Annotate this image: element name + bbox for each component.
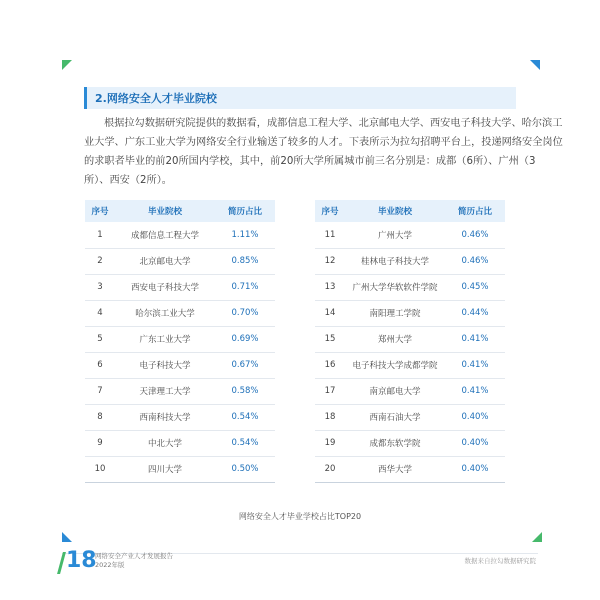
share-cell: 0.40%: [445, 456, 505, 482]
rank-cell: 8: [85, 404, 115, 430]
table-caption: 网络安全人才毕业学校占比TOP20: [238, 512, 362, 521]
share-cell: 0.85%: [215, 248, 275, 274]
table-row: [315, 300, 505, 326]
rank-cell: 11: [315, 222, 345, 248]
rank-cell: 2: [85, 248, 115, 274]
rank-cell: 19: [315, 430, 345, 456]
school-cell: 天津理工大学: [115, 378, 215, 404]
table-row: [85, 456, 275, 482]
corner-decoration-bottom-right: [532, 532, 542, 542]
header-resume-share: 简历占比: [445, 200, 505, 222]
table-body: [315, 222, 505, 482]
school-cell: 成都东软学院: [345, 430, 445, 456]
corner-decoration-top-right: [530, 60, 540, 70]
share-cell: 0.40%: [445, 404, 505, 430]
share-cell: 0.44%: [445, 300, 505, 326]
share-cell: 0.46%: [445, 222, 505, 248]
share-cell: 0.54%: [215, 404, 275, 430]
report-year: 2022年版: [95, 561, 125, 569]
share-cell: 0.41%: [445, 326, 505, 352]
report-title: [95, 552, 173, 570]
rank-cell: 4: [85, 300, 115, 326]
table-row: [85, 430, 275, 456]
header-resume-share: 简历占比: [215, 200, 275, 222]
table-header-row: [315, 200, 505, 222]
rank-cell: 5: [85, 326, 115, 352]
school-cell: 西南石油大学: [345, 404, 445, 430]
share-cell: 0.45%: [445, 274, 505, 300]
header-rank: 序号: [315, 200, 345, 222]
share-cell: 0.58%: [215, 378, 275, 404]
school-cell: 电子科技大学: [115, 352, 215, 378]
school-cell: 广东工业大学: [115, 326, 215, 352]
rank-cell: 18: [315, 404, 345, 430]
table-row: [315, 222, 505, 248]
school-cell: 西安电子科技大学: [115, 274, 215, 300]
school-cell: 成都信息工程大学: [115, 222, 215, 248]
table-row: [85, 404, 275, 430]
share-cell: 0.67%: [215, 352, 275, 378]
corner-decoration-top-left: [62, 60, 72, 70]
data-source: 数据来自拉勾数据研究院: [464, 557, 536, 565]
school-cell: 北京邮电大学: [115, 248, 215, 274]
header-school: 毕业院校: [345, 200, 445, 222]
rank-cell: 12: [315, 248, 345, 274]
table-row: [315, 274, 505, 300]
table-row: [315, 404, 505, 430]
report-title-text: 网络安全产业人才发展报告: [95, 552, 173, 560]
table-header-row: [85, 200, 275, 222]
intro-paragraph: [84, 114, 563, 190]
rank-cell: 1: [85, 222, 115, 248]
header-school: 毕业院校: [115, 200, 215, 222]
rank-cell: 9: [85, 430, 115, 456]
rank-cell: 17: [315, 378, 345, 404]
share-cell: 0.70%: [215, 300, 275, 326]
table-row: [85, 352, 275, 378]
section-header: [84, 87, 516, 109]
rank-cell: 3: [85, 274, 115, 300]
school-cell: 西南科技大学: [115, 404, 215, 430]
paragraph-line: 业大学、广东工业大学为网络安全行业输送了较多的人才。下表所示为拉勾招聘平台上，投递网络安全岗位: [84, 137, 563, 148]
share-cell: 0.40%: [445, 430, 505, 456]
rank-cell: 16: [315, 352, 345, 378]
ranking-table-left: [85, 200, 275, 483]
rank-cell: 10: [85, 456, 115, 482]
page-number: 18: [66, 548, 97, 573]
table-row: [315, 248, 505, 274]
table-row: [85, 248, 275, 274]
corner-decoration-bottom-left: [62, 532, 72, 542]
school-cell: 南京邮电大学: [345, 378, 445, 404]
paragraph-line: 根据拉勾数据研究院提供的数据看，成都信息工程大学、北京邮电大学、西安电子科技大学、哈尔滨工: [104, 118, 563, 129]
section-title: 2.网络安全人才毕业院校: [95, 92, 217, 105]
table-row: [85, 274, 275, 300]
paragraph-line: 的求职者毕业的前20所国内学校，其中，前20所大学所属城市前三名分别是：成都（6所）、广州（3: [84, 156, 536, 167]
table-row: [315, 430, 505, 456]
school-cell: 哈尔滨工业大学: [115, 300, 215, 326]
table-row: [85, 222, 275, 248]
table-row: [85, 326, 275, 352]
ranking-table-right: [315, 200, 505, 483]
school-cell: 电子科技大学成都学院: [345, 352, 445, 378]
rank-cell: 14: [315, 300, 345, 326]
table-body: [85, 222, 275, 482]
header-rank: 序号: [85, 200, 115, 222]
table-row: [315, 456, 505, 482]
share-cell: 0.46%: [445, 248, 505, 274]
table-row: [85, 378, 275, 404]
school-cell: 桂林电子科技大学: [345, 248, 445, 274]
table-row: [315, 326, 505, 352]
school-cell: 西华大学: [345, 456, 445, 482]
school-cell: 广州大学: [345, 222, 445, 248]
rank-cell: 7: [85, 378, 115, 404]
school-cell: 四川大学: [115, 456, 215, 482]
rank-cell: 15: [315, 326, 345, 352]
share-cell: 0.54%: [215, 430, 275, 456]
share-cell: 0.71%: [215, 274, 275, 300]
table-row: [85, 300, 275, 326]
paragraph-line: 所）、西安（2所）。: [84, 175, 172, 186]
share-cell: 0.41%: [445, 352, 505, 378]
share-cell: 0.41%: [445, 378, 505, 404]
school-cell: 中北大学: [115, 430, 215, 456]
table-row: [315, 352, 505, 378]
school-cell: 郑州大学: [345, 326, 445, 352]
share-cell: 1.11%: [215, 222, 275, 248]
school-cell: 南阳理工学院: [345, 300, 445, 326]
school-cell: 广州大学华软软件学院: [345, 274, 445, 300]
rank-cell: 20: [315, 456, 345, 482]
table-row: [315, 378, 505, 404]
share-cell: 0.69%: [215, 326, 275, 352]
share-cell: 0.50%: [215, 456, 275, 482]
rank-cell: 6: [85, 352, 115, 378]
rank-cell: 13: [315, 274, 345, 300]
